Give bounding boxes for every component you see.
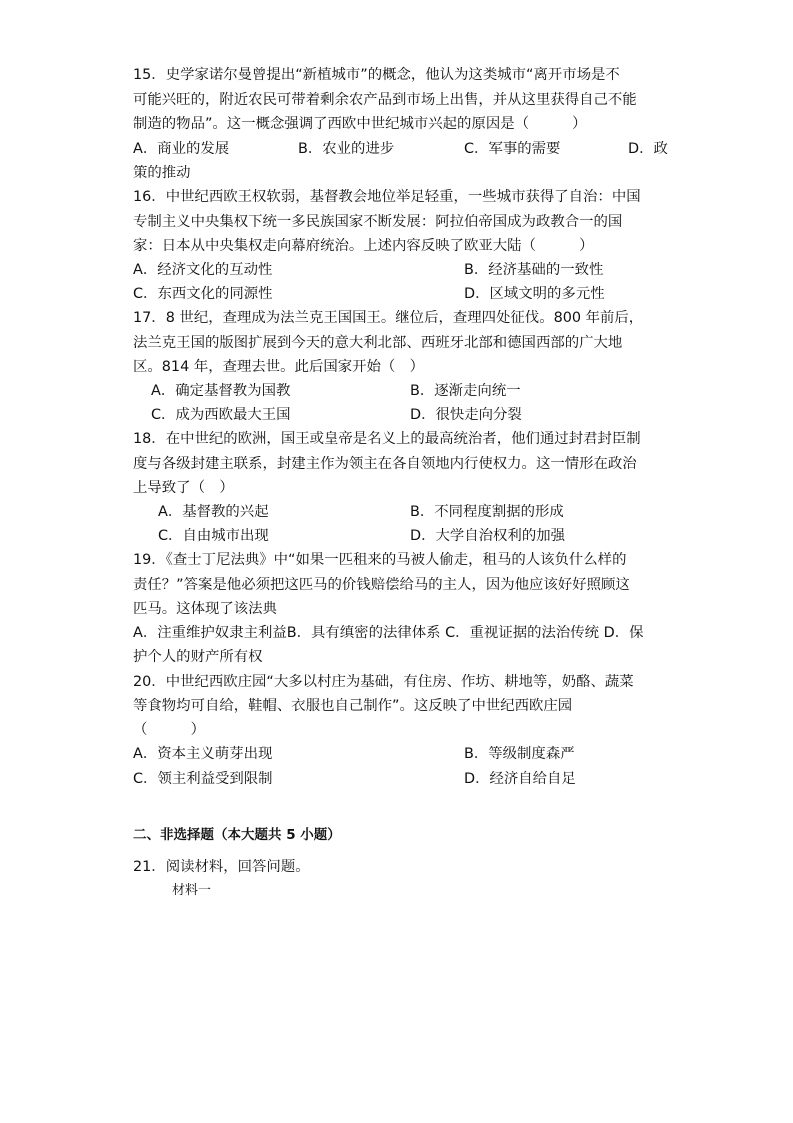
q16-line-3: 家：日本从中央集权走向幕府统治。上述内容反映了欧亚大陆（ ） <box>133 238 594 254</box>
q15-option-d-continuation: 策的推动 <box>133 165 191 181</box>
q20-option-d: D．经济自给自足 <box>464 771 576 787</box>
q16-option-b: B．经济基础的一致性 <box>464 262 604 278</box>
q19-line-2: 责任？”答案是他必须把这匹马的价钱赔偿给马的主人，因为他应该好好照顾这 <box>133 577 630 593</box>
q20-line-1: 20．中世纪西欧庄园“大多以村庄为基础，有住房、作坊、耕地等，奶酪、蔬菜 <box>133 674 634 690</box>
q20-option-a: A．资本主义萌芽出现 <box>133 746 273 762</box>
q15-option-d: D．政 <box>628 141 668 157</box>
material-one-label: 材料一 <box>172 883 212 898</box>
q15-option-b: B．农业的进步 <box>298 141 395 157</box>
q18-line-1: 18．在中世纪的欧洲，国王或皇帝是名义上的最高统治者，他们通过封君封臣制 <box>133 431 641 447</box>
q18-option-a: A．基督教的兴起 <box>158 504 269 520</box>
section-heading: 二、非选择题（本大题共 5 小题） <box>133 827 341 843</box>
q16-option-c: C．东西文化的同源性 <box>133 286 273 302</box>
q16-line-2: 专制主义中央集权下统一多民族国家不断发展：阿拉伯帝国成为政教合一的国 <box>133 214 623 230</box>
q17-line-3: 区。814 年，查理去世。此后国家开始（ ） <box>133 359 425 375</box>
q20-line-2: 等食物均可自给，鞋帽、衣服也自己制作”。这反映了中世纪西欧庄园 <box>133 698 573 714</box>
q17-option-d: D．很快走向分裂 <box>410 407 522 423</box>
q15-option-c: C．军事的需要 <box>464 141 561 157</box>
q20-option-b: B．等级制度森严 <box>464 746 575 762</box>
q18-line-3: 上导致了（ ） <box>133 480 234 496</box>
q19-line-1: 19．《查士丁尼法典》中“如果一匹租来的马被人偷走，租马的人该负什么样的 <box>133 552 627 568</box>
q16-option-a: A．经济文化的互动性 <box>133 262 273 278</box>
q20-option-c: C．领主利益受到限制 <box>133 771 273 787</box>
q19-options-continuation: 护个人的财产所有权 <box>133 649 263 665</box>
q18-option-c: C．自由城市出现 <box>158 528 269 544</box>
q15-line-3: 制造的物品”。这一概念强调了西欧中世纪城市兴起的原因是（ ） <box>133 116 587 132</box>
q17-option-c: C．成为西欧最大王国 <box>151 407 291 423</box>
q19-line-3: 匹马。这体现了该法典 <box>133 601 277 617</box>
q17-line-1: 17．8 世纪，查理成为法兰克王国国王。继位后，查理四处征伐。800 年前后， <box>133 310 644 326</box>
q15-line-1: 15．史学家诺尔曼曾提出“新植城市”的概念，他认为这类城市“离开市场是不 <box>133 67 620 83</box>
q18-option-d: D．大学自治权利的加强 <box>410 528 565 544</box>
q18-option-b: B．不同程度割据的形成 <box>410 504 564 520</box>
q15-line-2: 可能兴旺的，附近农民可带着剩余农产品到市场上出售，并从这里获得自己不能 <box>133 92 637 108</box>
q16-line-1: 16．中世纪西欧王权软弱，基督教会地位举足轻重，一些城市获得了自治：中国 <box>133 189 641 205</box>
q15-option-a: A．商业的发展 <box>133 141 230 157</box>
q17-line-2: 法兰克王国的版图扩展到今天的意大利北部、西班牙北部和德国西部的广大地 <box>133 335 623 351</box>
q17-option-a: A．确定基督教为国教 <box>151 383 291 399</box>
q17-option-b: B．逐渐走向统一 <box>410 383 521 399</box>
q18-line-2: 度与各级封建主联系，封建主作为领主在各自领地内行使权力。这一情形在政治 <box>133 456 637 472</box>
q16-option-d: D．区域文明的多元性 <box>464 286 605 302</box>
q19-options-line: A．注重维护奴隶主利益B．具有缜密的法律体系 C．重视证据的法治传统 D．保 <box>133 625 644 641</box>
q20-line-3: （ ） <box>133 722 205 738</box>
q21-prompt: 21．阅读材料，回答问题。 <box>133 859 310 875</box>
